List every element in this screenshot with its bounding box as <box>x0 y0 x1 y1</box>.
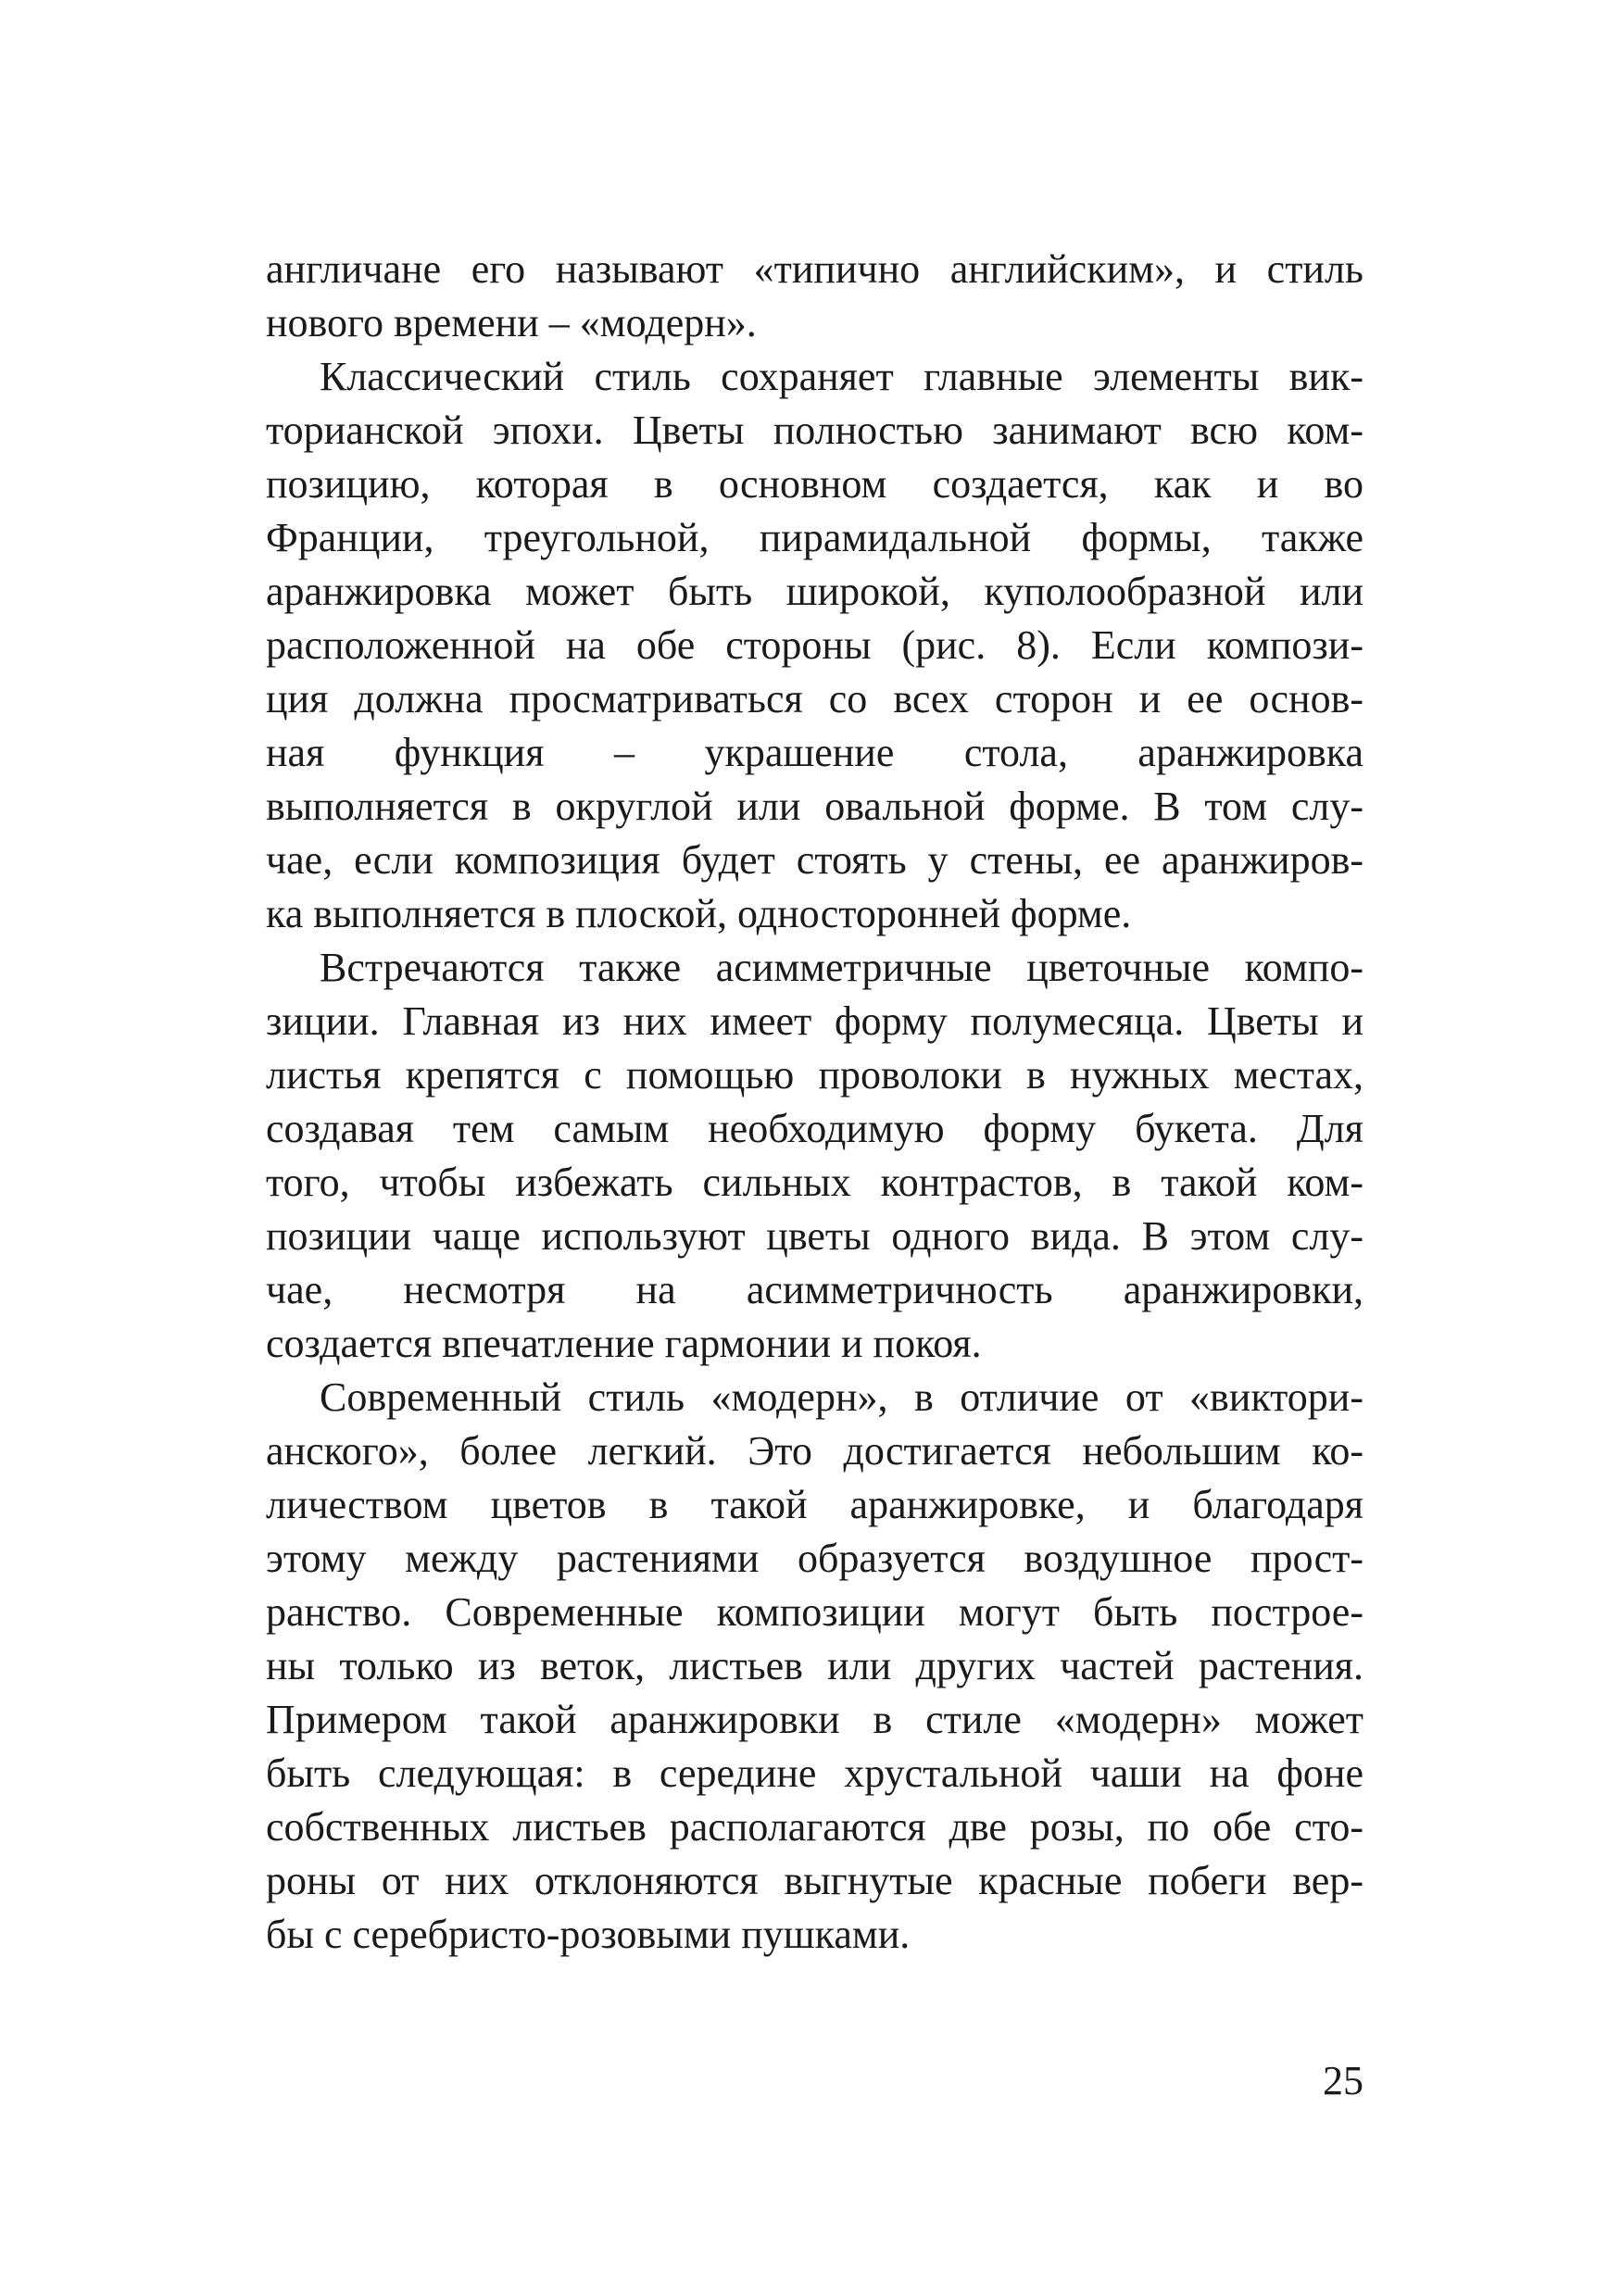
text-line: чае, если композиция будет стоять у стены, ее аранжиров- <box>266 837 1363 883</box>
text-line: ранство. Современные композиции могут быть построе- <box>266 1589 1363 1635</box>
text-line: ция должна просматриваться со всех сторон и ее основ- <box>266 676 1363 721</box>
text-line: листья крепятся с помощью проволоки в нужных местах, <box>266 1052 1363 1098</box>
text-line: создавая тем самым необходимую форму букета. Для <box>266 1106 1363 1151</box>
text-line: ная функция – украшение стола, аранжировка <box>266 730 1363 775</box>
text-line: Современный стиль «модерн», в отличие от «виктори- <box>320 1374 1363 1420</box>
text-line: позицию, которая в основном создается, как и во <box>266 461 1363 507</box>
text-line: того, чтобы избежать сильных контрастов, в такой ком- <box>266 1160 1363 1205</box>
text-line: Примером такой аранжировки в стиле «модерн» может <box>266 1697 1363 1742</box>
text-line: Классический стиль сохраняет главные элементы вик- <box>320 354 1363 399</box>
text-line: создается впечатление гармонии и покоя. <box>266 1321 982 1366</box>
text-line: ка выполняется в плоской, односторонней форме. <box>266 891 1132 936</box>
text-line: этому между растениями образуется воздушное прост- <box>266 1536 1363 1581</box>
text-line: личеством цветов в такой аранжировке, и благодаря <box>266 1482 1363 1527</box>
text-line: выполняется в округлой или овальной форме. В том слу- <box>266 784 1363 829</box>
text-line: роны от них отклоняются выгнутые красные побеги вер- <box>266 1858 1363 1903</box>
text-line: анского», более легкий. Это достигается небольшим ко- <box>266 1428 1363 1474</box>
text-line: быть следующая: в середине хрустальной чаши на фоне <box>266 1750 1363 1796</box>
text-line: Франции, треугольной, пирамидальной формы, также <box>266 515 1363 560</box>
page-number: 25 <box>1323 2058 1363 2103</box>
text-line: расположенной на обе стороны (рис. 8). Если компози- <box>266 622 1363 668</box>
text-line: нового времени – «модерн». <box>266 300 757 345</box>
text-line: торианской эпохи. Цветы полностью занимают всю ком- <box>266 408 1363 453</box>
body-text <box>266 243 1363 1962</box>
text-line: аранжировка может быть широкой, куполообразной или <box>266 569 1363 614</box>
text-line: зиции. Главная из них имеет форму полумесяца. Цветы и <box>266 998 1363 1044</box>
text-line: ны только из веток, листьев или других частей растения. <box>266 1643 1363 1688</box>
text-line: англичане его называют «типично английским», и стиль <box>266 246 1363 292</box>
text-line: Встречаются также асимметричные цветочные компо- <box>320 945 1363 990</box>
text-line: позиции чаще используют цветы одного вида. В этом слу- <box>266 1213 1363 1259</box>
text-line: чае, несмотря на асимметричность аранжировки, <box>266 1267 1363 1312</box>
text-line: собственных листьев располагаются две розы, по обе сто- <box>266 1804 1363 1850</box>
text-line: бы с серебристо-розовыми пушками. <box>266 1912 911 1957</box>
